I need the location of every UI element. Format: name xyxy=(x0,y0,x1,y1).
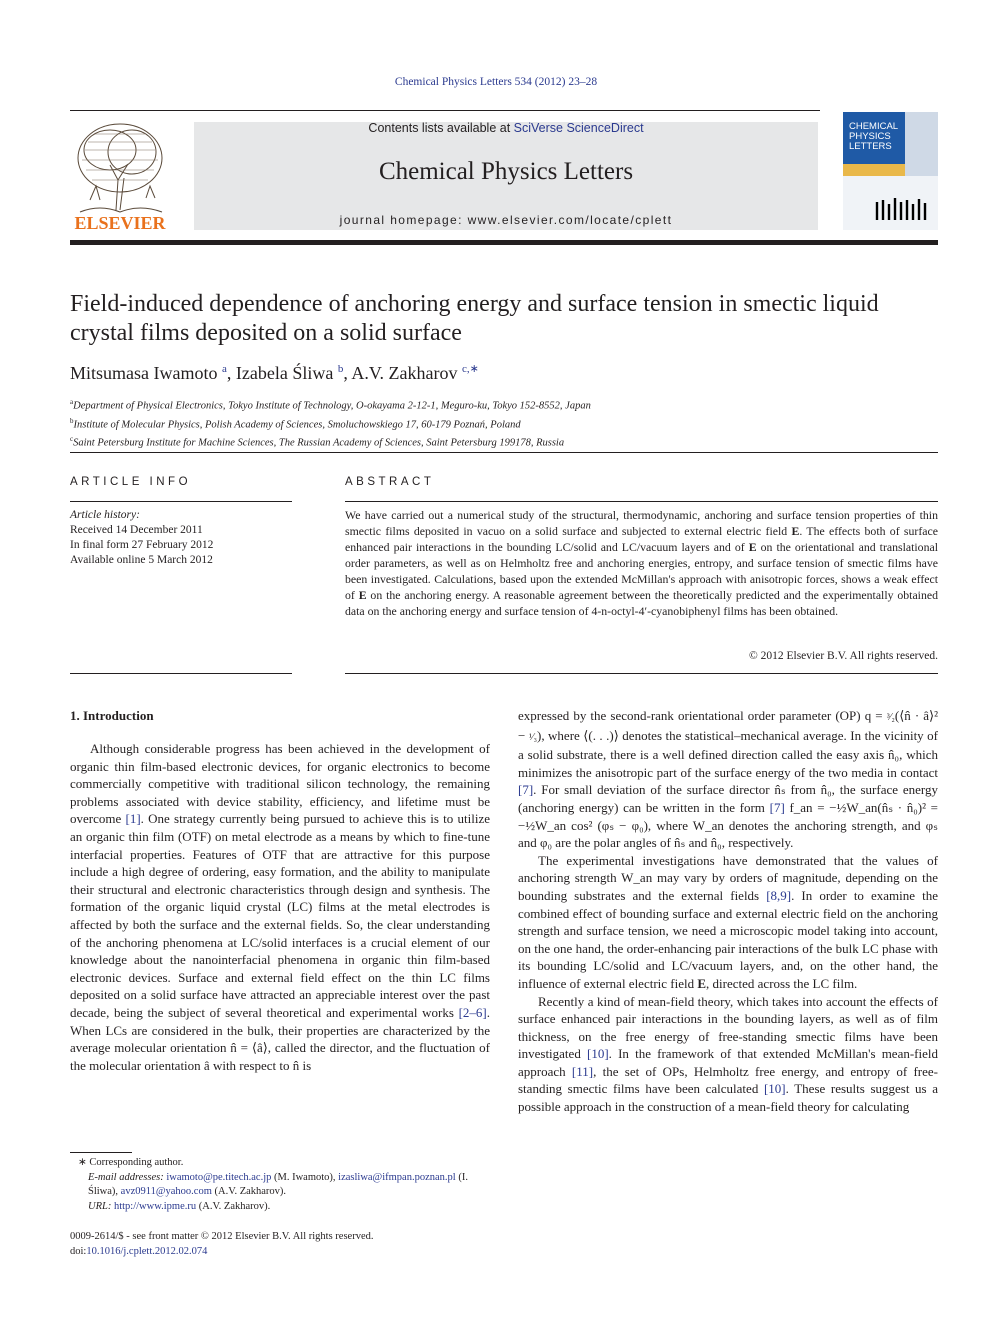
history-received: Received 14 December 2011 xyxy=(70,524,203,536)
article-history xyxy=(70,508,292,568)
footnote-rule xyxy=(70,1152,132,1153)
affil-marker: a xyxy=(70,398,74,406)
citation-link[interactable]: [10] xyxy=(587,1046,609,1062)
body-column-right xyxy=(518,707,938,1116)
cover-spectrum-graphic xyxy=(873,190,933,224)
corresponding-author-note: ∗ Corresponding author. xyxy=(78,1157,184,1168)
author-name[interactable]: Izabela Śliwa xyxy=(235,363,334,383)
author-affil-marker[interactable]: c,∗ xyxy=(462,363,479,375)
author-affil-marker[interactable]: b xyxy=(337,363,344,375)
affil-text: Institute of Molecular Physics, Polish Academy of Sciences, Smoluchowskiego 17, 60-179 Poznań, Poland xyxy=(73,419,521,430)
footnotes xyxy=(70,1156,490,1214)
author-affil-marker[interactable]: a xyxy=(221,363,227,375)
journal-citation[interactable]: Chemical Physics Letters 534 (2012) 23–28 xyxy=(394,76,598,88)
section-divider xyxy=(70,452,938,453)
cover-title-line: LETTERS xyxy=(849,141,892,152)
affiliation xyxy=(70,432,930,451)
article-info-heading: ARTICLE INFO xyxy=(70,476,192,488)
cover-title-line: PHYSICS xyxy=(849,131,891,142)
citation-link[interactable]: [8,9] xyxy=(766,887,792,903)
email-link[interactable]: avz0911@yahoo.com xyxy=(120,1186,212,1197)
section-heading-introduction: 1. Introduction xyxy=(70,708,154,723)
body-paragraph: expressed by the second-rank orientational order parameter (OP) q = ³⁄₂(⟨n̂ · â⟩² − ¹⁄₃), where ⟨(. . .)⟩ denotes the statistical–mechanical average. In the vicinity of a solid substrate, there is a well defined direction called the easy axis n̂₀, which minimizes the anisotropic part of the surface energy of the two media in contact [7]. For small deviation of the surface director n̂ₛ from n̂₀, the surface energy (anchoring energy) can be written in the form [7] f_an = −½W_an(n̂ₛ · n̂₀)² = −½W_an cos² (φₛ − φ₀), where W_an denotes the anchoring strength, and φₛ and φ₀ are the polar angles of n̂ₛ and n̂₀, respectively. xyxy=(518,708,939,851)
affiliations xyxy=(70,395,930,451)
author-name[interactable]: A.V. Zakharov xyxy=(351,363,458,383)
header-thick-rule xyxy=(70,240,938,245)
abstract-heading: ABSTRACT xyxy=(345,476,435,488)
url-footnote: URL: http://www.ipme.ru (A.V. Zakharov). xyxy=(88,1200,271,1212)
doi-line: doi:10.1016/j.cplett.2012.02.074 xyxy=(70,1245,208,1257)
doi-link[interactable]: 10.1016/j.cplett.2012.02.074 xyxy=(86,1245,208,1257)
abstract-text: We have carried out a numerical study of the structural, thermodynamic, anchoring and surface tension properties of thin smectic films deposited in vacuo on a solid surface and subjected to external electric field E. The effects both of surface enhanced pair interactions in the bounding LC/solid and LC/vacuum layers and of E on the orientational and translational order parameters, as well as on Helmholtz free and anchoring energies, entropy, and surface tension of smectic films have been investigated. Calculations, based upon the extended McMillan's approach with anisotropic forces, shows a weak effect of E on the anchoring energy. A reasonable agreement between the theoretically predicted and the experimentally obtained data on the anchoring energy and surface tension of 4-n-octyl-4′-cyanobiphenyl films has been obtained. xyxy=(345,508,938,618)
citation-link[interactable]: [11] xyxy=(571,1063,594,1079)
journal-cover-thumbnail[interactable] xyxy=(843,112,938,230)
elsevier-wordmark: ELSEVIER xyxy=(74,213,166,233)
author-name[interactable]: Mitsumasa Iwamoto xyxy=(70,363,218,383)
citation-link[interactable]: [10] xyxy=(763,1081,786,1097)
contents-prefix: Contents lists available at xyxy=(368,121,514,135)
article-title: Field-induced dependence of anchoring energy and surface tension in smectic liquid crystal films deposited on a solid surface xyxy=(70,291,879,346)
info-bottom-rule xyxy=(70,673,292,674)
front-matter xyxy=(70,1230,490,1259)
email-link[interactable]: iwamoto@pe.titech.ac.jp xyxy=(166,1171,272,1183)
body-paragraph: The experimental investigations have demonstrated that the values of anchoring strength W_an may vary by orders of magnitude, depending on the bounding substrates and the external fields [8,9]. In order to examine the combined effect of bounding surface and external electric field on the anchoring strength and surface tension, we need a microscopic model taking into account, on the one hand, the order-enhancing pair interactions of the bulk LC phase with its bounding LC/solid and LC/vacuum layers, and, on the other hand, the influence of external electric field E, directed across the LC film. xyxy=(518,852,938,991)
contents-line xyxy=(194,121,818,135)
citation-link[interactable]: [7] xyxy=(769,799,785,815)
journal-homepage[interactable]: journal homepage: www.elsevier.com/locate/cplett xyxy=(339,213,673,227)
body-paragraph: Although considerable progress has been achieved in the development of organic thin film-based electronic devices, for organic electronics to become commercially competitive with traditional silicon technology, the remaining problems associated with device stability, efficiency, and lifetime must be overcome [1]. One strategy currently being pursued to achieve this is to utilize an organic thin film (OTF) on metal electrode as a means by which to fine-tune interfacial properties. Features of OTF that are attractive for this purpose include a high degree of ordering, easy formation, and the ability to manipulate their structural and electronic characteristics through design and synthesis. The formation of the organic liquid crystal (LC) films at the metal electrodes is affected by both the surface and the external fields. So, the clear understanding of the anchoring phenomena at LC/solid interfaces is a crucial element of our knowledge about the nanointerfacial phenomena in organic thin film-based electronic devices. Surface and external field effect on the thin LC films deposited on a solid surface have attracted an appreciable interest over the past decade, being the subject of several theoretical and experimental works [2–6]. When LCs are considered in the bulk, their properties are characterized by the average molecular orientation n̂ = ⟨â⟩, called the director, and the fluctuation of the molecular orientation â with respect to n̂ is xyxy=(70,741,490,1073)
cover-title-line: CHEMICAL xyxy=(849,121,899,132)
info-rule xyxy=(70,501,292,502)
header-rule xyxy=(70,110,820,111)
history-label: Article history: xyxy=(70,509,140,521)
abstract-rule xyxy=(345,501,938,502)
affil-marker: b xyxy=(70,416,74,425)
citation-link[interactable]: [1] xyxy=(125,811,141,827)
affiliation xyxy=(70,414,930,433)
body-paragraph: Recently a kind of mean-field theory, which takes into account the effects of surface enhanced pair interactions in the bounding layers, as well as of film thickness, on the free energy of free-standing smectic films have been investigated [10]. In the framework of that extended McMillan's mean-field approach [11], the set of OPs, Helmholtz free energy, and entropy of free-standing smectic films have been calculated [10]. These results suggest us a possible approach in the construction of a mean-field theory for calculating xyxy=(518,993,939,1115)
sciencedirect-link[interactable]: SciVerse ScienceDirect xyxy=(513,121,644,135)
affil-text: Saint Petersburg Institute for Machine Sciences, The Russian Academy of Sciences, Saint Petersburg 199178, Russia xyxy=(73,437,565,449)
body-column-left xyxy=(70,740,490,1074)
citation-link[interactable]: [7] xyxy=(518,782,534,798)
affil-text: Department of Physical Electronics, Tokyo Institute of Technology, O-okayama 2-12-1, Meguro-ku, Tokyo 152-8552, Japan xyxy=(73,400,591,412)
journal-title: Chemical Physics Letters xyxy=(378,158,634,185)
author-list: Mitsumasa Iwamoto $^a$, Izabela Śliwa $^b$, A.V. Zakharov $^{c,∗}$ xyxy=(70,363,479,383)
abstract-bottom-rule xyxy=(345,673,938,674)
affiliation xyxy=(70,395,930,414)
affil-marker: c xyxy=(70,435,74,443)
history-revised: In final form 27 February 2012 xyxy=(70,539,214,551)
abstract-copyright: © 2012 Elsevier B.V. All rights reserved. xyxy=(749,650,938,662)
email-footnote: E-mail addresses: iwamoto@pe.titech.ac.jp (M. Iwamoto), izasliwa@ifmpan.poznan.pl (I. Śliwa), avz0911@yahoo.com (A.V. Zakharov). xyxy=(88,1171,468,1197)
citation-link[interactable]: [2–6] xyxy=(458,1004,487,1020)
url-link[interactable]: http://www.ipme.ru xyxy=(113,1200,197,1212)
history-online: Available online 5 March 2012 xyxy=(70,554,213,566)
email-link[interactable]: izasliwa@ifmpan.poznan.pl xyxy=(338,1171,456,1183)
issn-line: 0009-2614/$ - see front matter © 2012 Elsevier B.V. All rights reserved. xyxy=(70,1231,374,1242)
